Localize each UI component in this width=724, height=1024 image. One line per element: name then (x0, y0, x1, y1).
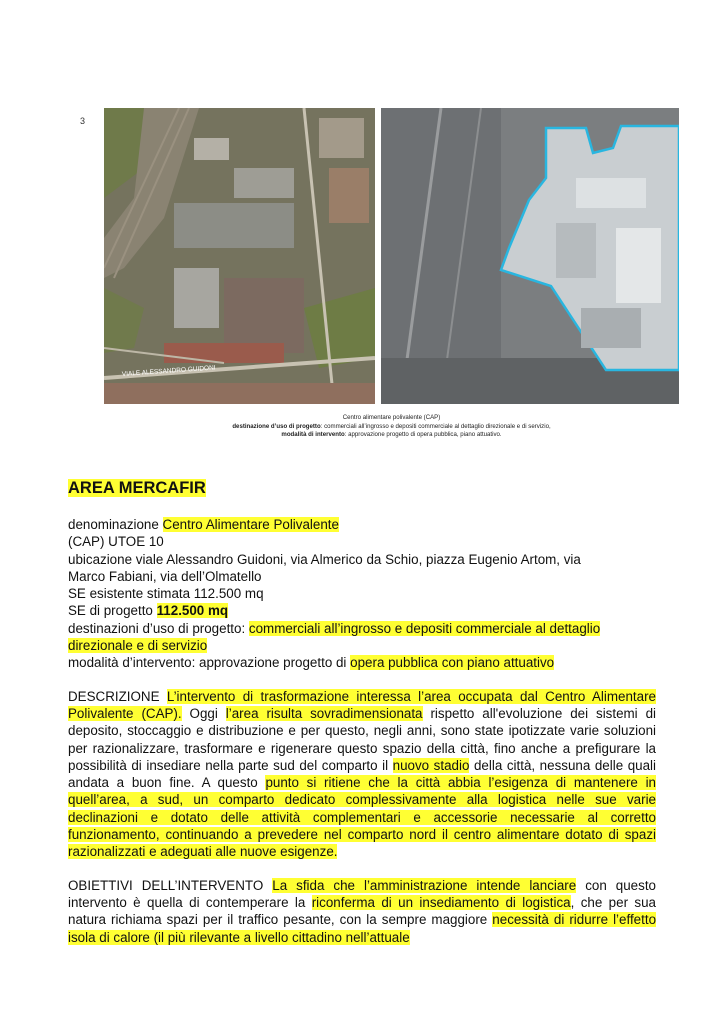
field-se-progetto: SE di progetto 112.500 mq (68, 603, 229, 619)
field-denominazione: denominazione Centro Alimentare Polivalente (68, 517, 339, 532)
document-body (68, 478, 656, 946)
field-ubicazione-2: Marco Fabiani, via dell’Olmatello (68, 568, 262, 584)
descrizione-label: DESCRIZIONE (68, 688, 167, 704)
modalita-value: opera pubblica con piano attuativo (350, 655, 555, 671)
aerial-photo-color (104, 108, 375, 404)
figure-caption (104, 414, 679, 440)
aerial-figure (104, 108, 679, 453)
destinazione-value-1: commerciali all’ingrosso e depositi commerciale al dettaglio (248, 620, 601, 636)
se-progetto-value: 112.500 mq (156, 603, 229, 619)
section-title: AREA MERCAFIR (68, 479, 206, 497)
caption-text-destinazione: : commerciali all’ingrosso e depositi commerciale al dettaglio direzionale e di servizio, (320, 422, 551, 430)
page-number: 3 (80, 116, 86, 126)
aerial-photo-bw (381, 108, 679, 404)
field-modalita: modalità d’intervento: approvazione progetto di opera pubblica con piano attuativo (68, 655, 555, 671)
field-utoe: (CAP) UTOE 10 (68, 534, 164, 550)
descrizione-paragraph: DESCRIZIONE L’intervento di trasformazione interessa l’area occupata dal Centro Alimentare Polivalente (CAP). Oggi l’area risulta sovradimensionata rispetto all'evoluzione dei sistemi di deposito, stoccaggio e distribuzione e per questo, negli anni, sono state ipotizzate varie soluzioni per razionalizzare, trasformare e rigenerare questo spazio della città, fino anche a prefigurare la possibilità di insediare nella parte sud del comparto il nuovo stadio della città, nessuna delle quali andata a buon fine. A questo punto si ritiene che la città abbia l’esigenza di mantenere in quell’area, a sud, un comparto dedicato complessivamente alla logistica nelle sue varie declinazioni e dotato delle attività complementari e accessorie necessarie al corretto funzionamento, continuando a prevedere nel comparto nord il centro alimentare dotato di spazi razionalizzati e adeguati alle nuove esigenze. (68, 688, 657, 860)
street-label: VIALE ALESSANDRO GUIDONI (121, 364, 216, 378)
field-ubicazione-1: ubicazione viale Alessandro Guidoni, via Almerico da Schio, piazza Eugenio Artom, via (68, 551, 581, 567)
field-destinazione: destinazioni d’uso di progetto: commerciali all’ingrosso e depositi commerciale al dettaglio (68, 620, 601, 636)
field-se-esistente: SE esistente stimata 112.500 mq (68, 586, 264, 602)
obiettivi-paragraph: OBIETTIVI DELL’INTERVENTO La sfida che l’amministrazione intende lanciare con questo intervento è quella di contemperare la riconferma di un insediamento di logistica, che per sua natura richiama spazi per il traffico pesante, con la sempre maggiore necessità di ridurre l’effetto isola di calore (il più rilevante a livello cittadino nell’attuale (68, 877, 657, 945)
caption-label-destinazione: destinazione d’uso di progetto (232, 422, 321, 430)
destinazione-value-2: direzionale e di servizio (68, 638, 208, 654)
caption-label-modalita: modalità di intervento (281, 431, 345, 439)
denominazione-value: Centro Alimentare Polivalente (162, 517, 339, 532)
obiettivi-label: OBIETTIVI DELL’INTERVENTO (68, 877, 273, 893)
caption-title: Centro alimentare polivalente (CAP) (342, 414, 441, 421)
caption-text-modalita: : approvazione progetto di opera pubblica, piano attuativo. (344, 431, 502, 439)
